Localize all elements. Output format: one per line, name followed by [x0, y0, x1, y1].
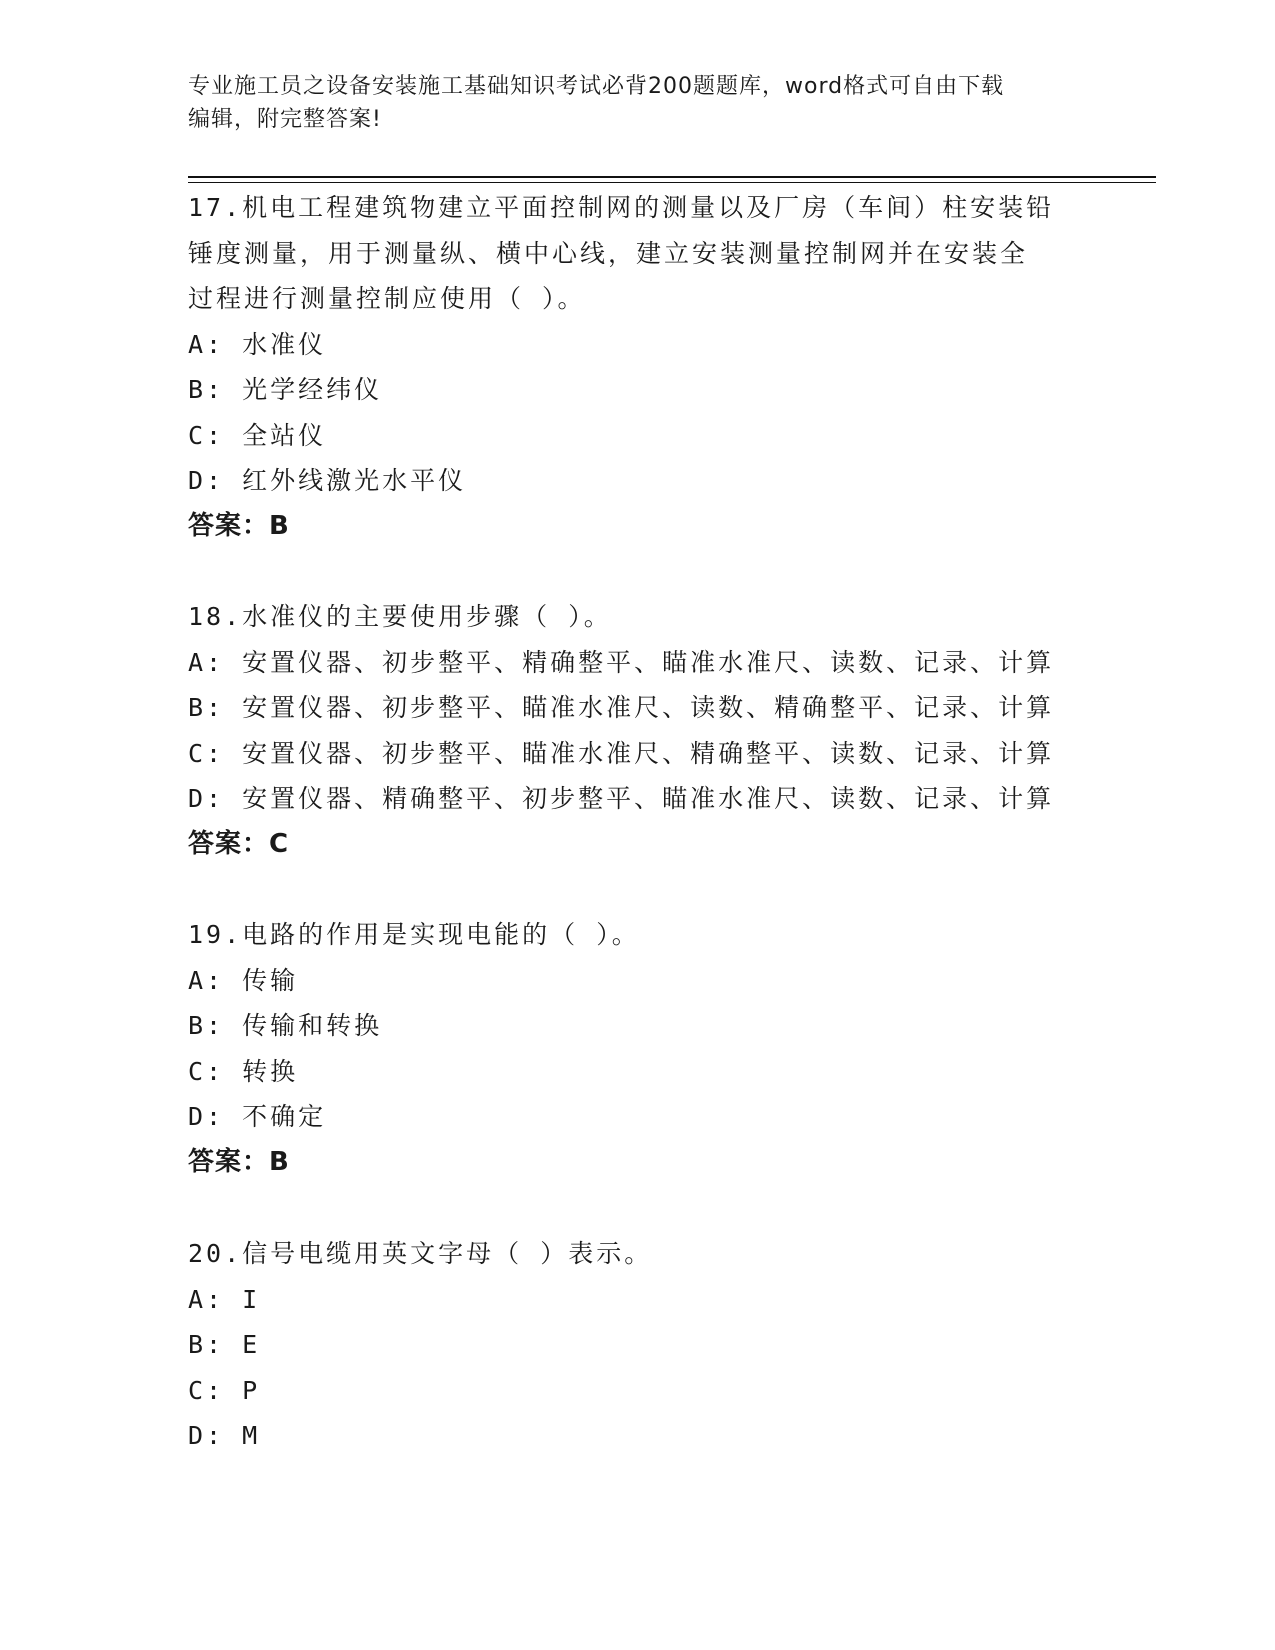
option-d: D: 红外线激光水平仪: [188, 466, 467, 495]
question-text-line: 20.信号电缆用英文字母（ ）表示。: [188, 1239, 653, 1268]
option-c: C: P: [188, 1375, 261, 1405]
option-d: D: 安置仪器、精确整平、初步整平、瞄准水准尺、读数、记录、计算: [188, 784, 1055, 813]
answer: 答案：B: [188, 510, 290, 541]
option-c: C: 安置仪器、初步整平、瞄准水准尺、精确整平、读数、记录、计算: [188, 738, 1055, 768]
header-divider-thin: [188, 182, 1156, 183]
header-line-1: 专业施工员之设备安装施工基础知识考试必背200题题库，word格式可自由下载: [188, 74, 1005, 99]
answer: 答案：B: [188, 1146, 290, 1177]
header-divider-thick: [188, 176, 1156, 178]
question-20: [188, 1231, 1088, 1459]
option-a: A: 传输: [188, 965, 299, 995]
document-header: [188, 70, 1088, 136]
option-d: D: M: [188, 1421, 261, 1450]
option-a: A: 安置仪器、初步整平、精确整平、瞄准水准尺、读数、记录、计算: [188, 647, 1055, 677]
question-text-line: 锤度测量，用于测量纵、横中心线，建立安装测量控制网并在安装全: [188, 238, 1029, 268]
question-text: [188, 912, 1088, 958]
question-text-line: 过程进行测量控制应使用（ ）。: [188, 284, 586, 313]
option-a: A: I: [188, 1284, 261, 1314]
question-18: [188, 594, 1088, 867]
question-19: [188, 912, 1088, 1185]
option-b: B: E: [188, 1330, 261, 1359]
option-a: A: 水准仪: [188, 329, 327, 359]
option-c: C: 转换: [188, 1056, 299, 1086]
question-text-line: 17.机电工程建筑物建立平面控制网的测量以及厂房（车间）柱安装铅: [188, 193, 1055, 222]
option-b: B: 传输和转换: [188, 1011, 383, 1040]
header-line-2: 编辑，附完整答案!: [188, 107, 382, 132]
question-17: [188, 185, 1088, 549]
question-text: [188, 1231, 1088, 1277]
option-b: B: 安置仪器、初步整平、瞄准水准尺、读数、精确整平、记录、计算: [188, 693, 1055, 722]
question-text-line: 19.电路的作用是实现电能的（ ）。: [188, 920, 640, 949]
question-text: [188, 594, 1088, 640]
option-c: C: 全站仪: [188, 420, 327, 450]
option-b: B: 光学经纬仪: [188, 375, 383, 404]
answer: 答案：C: [188, 828, 290, 859]
question-text: [188, 185, 1088, 322]
option-d: D: 不确定: [188, 1102, 327, 1131]
question-text-line: 18.水准仪的主要使用步骤（ ）。: [188, 602, 612, 631]
